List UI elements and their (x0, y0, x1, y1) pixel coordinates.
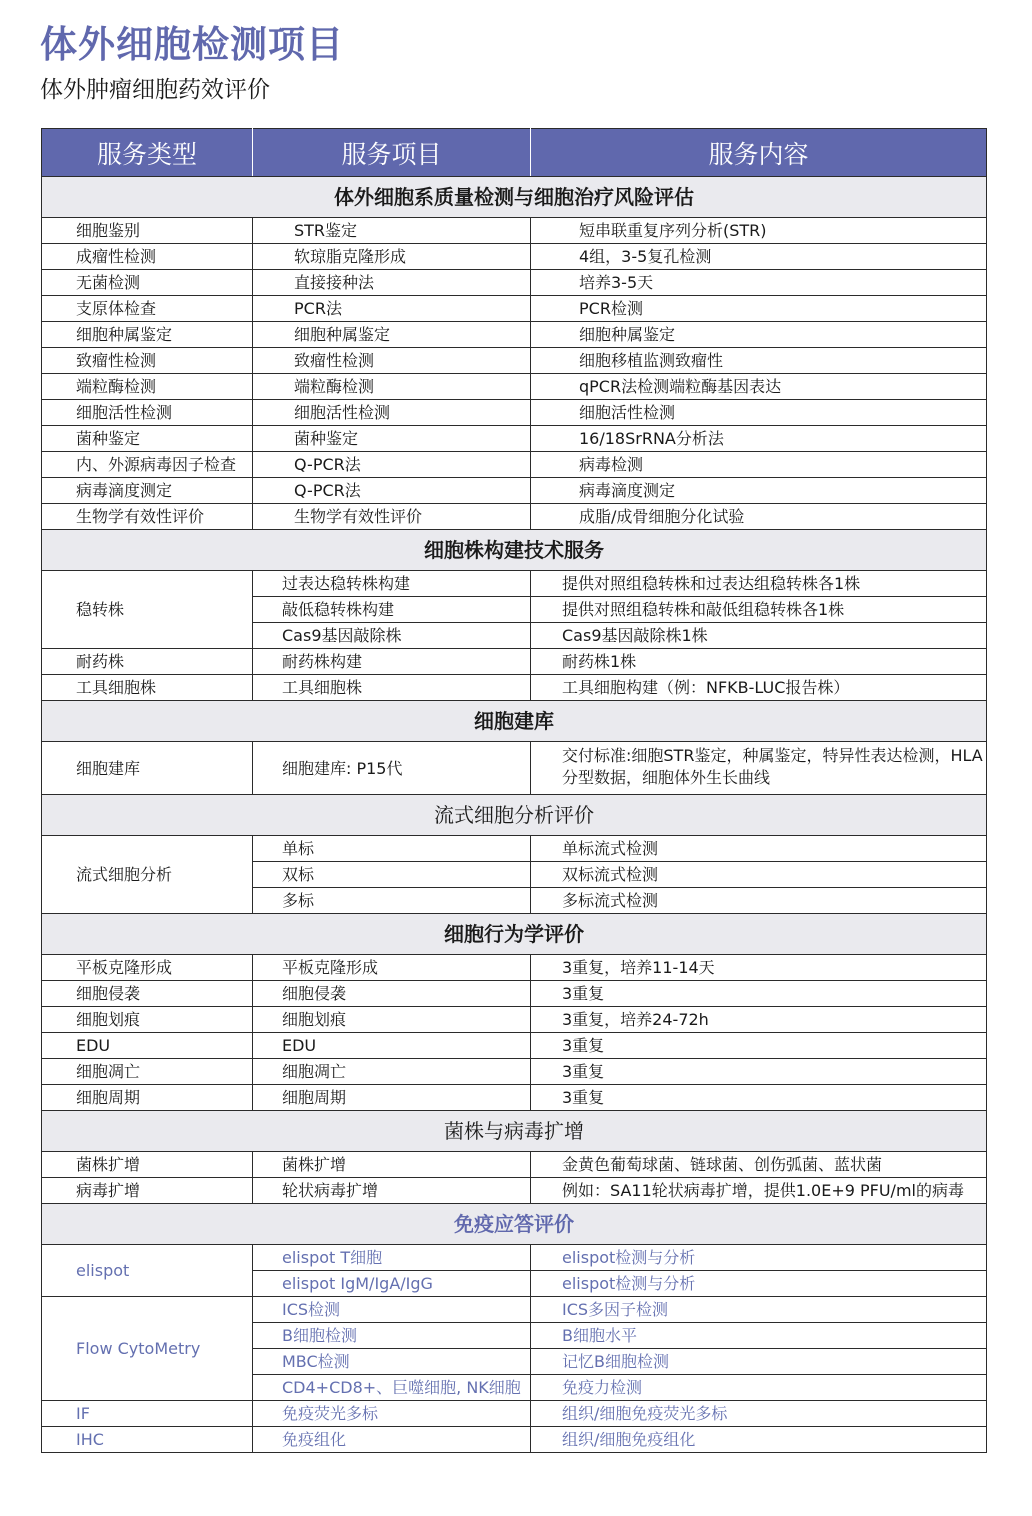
table-row (42, 504, 987, 530)
service-type-cell: 细胞活性检测 (42, 400, 253, 426)
service-item-cell: 过表达稳转株构建 (253, 571, 531, 597)
service-item-cell: elispot T细胞 (253, 1245, 531, 1271)
service-item-cell: CD4+CD8+、巨噬细胞, NK细胞 (253, 1375, 531, 1401)
table-row (42, 348, 987, 374)
service-type-cell: 细胞侵袭 (42, 981, 253, 1007)
table-row (42, 1427, 987, 1453)
service-type-cell: IHC (42, 1427, 253, 1453)
section-title: 细胞建库 (42, 701, 987, 742)
service-type-cell: 成瘤性检测 (42, 244, 253, 270)
service-type-cell: 端粒酶检测 (42, 374, 253, 400)
service-content-cell: 3重复，培养11-14天 (531, 955, 987, 981)
section-row (42, 795, 987, 836)
section-title: 细胞行为学评价 (42, 914, 987, 955)
service-content-cell: 例如：SA11轮状病毒扩增，提供1.0E+9 PFU/ml的病毒 (531, 1178, 987, 1204)
service-content-cell: qPCR法检测端粒酶基因表达 (531, 374, 987, 400)
service-item-cell: 轮状病毒扩增 (253, 1178, 531, 1204)
table-row (42, 955, 987, 981)
table-row (42, 1401, 987, 1427)
service-item-cell: 双标 (253, 862, 531, 888)
service-content-cell: 单标流式检测 (531, 836, 987, 862)
service-item-cell: 免疫组化 (253, 1427, 531, 1453)
table-row (42, 374, 987, 400)
service-item-cell: 软琼脂克隆形成 (253, 244, 531, 270)
service-item-cell: Cas9基因敲除株 (253, 623, 531, 649)
header-service-item: 服务项目 (253, 129, 531, 177)
service-content-cell: 双标流式检测 (531, 862, 987, 888)
service-item-cell: 敲低稳转株构建 (253, 597, 531, 623)
table-row (42, 1007, 987, 1033)
service-type-cell: 生物学有效性评价 (42, 504, 253, 530)
service-content-cell: 培养3-5天 (531, 270, 987, 296)
service-content-cell: 细胞种属鉴定 (531, 322, 987, 348)
service-content-cell: PCR检测 (531, 296, 987, 322)
table-row (42, 836, 987, 862)
service-type-cell: 致瘤性检测 (42, 348, 253, 374)
service-type-cell: 细胞建库 (42, 742, 253, 795)
service-type-cell: 病毒扩增 (42, 1178, 253, 1204)
section-row (42, 914, 987, 955)
service-item-cell: Q-PCR法 (253, 478, 531, 504)
service-type-cell: 稳转株 (42, 571, 253, 649)
page-title: 体外细胞检测项目 (40, 23, 344, 66)
section-title: 体外细胞系质量检测与细胞治疗风险评估 (42, 177, 987, 218)
table-row (42, 270, 987, 296)
service-item-cell: 直接接种法 (253, 270, 531, 296)
service-content-cell: 病毒检测 (531, 452, 987, 478)
service-item-cell: 耐药株构建 (253, 649, 531, 675)
service-type-cell: 工具细胞株 (42, 675, 253, 701)
service-content-cell: 短串联重复序列分析(STR) (531, 218, 987, 244)
service-item-cell: 菌株扩增 (253, 1152, 531, 1178)
service-content-cell: 组织/细胞免疫组化 (531, 1427, 987, 1453)
service-item-cell: 生物学有效性评价 (253, 504, 531, 530)
service-content-cell: 耐药株1株 (531, 649, 987, 675)
service-type-cell: 菌株扩增 (42, 1152, 253, 1178)
service-content-cell: B细胞水平 (531, 1323, 987, 1349)
table-row (42, 675, 987, 701)
service-content-cell: elispot检测与分析 (531, 1245, 987, 1271)
table-row (42, 322, 987, 348)
table-header-row (42, 129, 987, 177)
table-row (42, 649, 987, 675)
section-title: 免疫应答评价 (42, 1204, 987, 1245)
service-content-cell: 4组，3-5复孔检测 (531, 244, 987, 270)
service-content-cell: 多标流式检测 (531, 888, 987, 914)
service-item-cell: B细胞检测 (253, 1323, 531, 1349)
service-type-cell: 细胞种属鉴定 (42, 322, 253, 348)
service-item-cell: 致瘤性检测 (253, 348, 531, 374)
service-type-cell: 耐药株 (42, 649, 253, 675)
section-title: 菌株与病毒扩增 (42, 1111, 987, 1152)
service-item-cell: MBC检测 (253, 1349, 531, 1375)
service-item-cell: 细胞活性检测 (253, 400, 531, 426)
service-item-cell: 工具细胞株 (253, 675, 531, 701)
table-body (42, 177, 987, 1453)
table-row (42, 244, 987, 270)
service-type-cell: 流式细胞分析 (42, 836, 253, 914)
service-type-cell: 细胞鉴别 (42, 218, 253, 244)
service-item-cell: 平板克隆形成 (253, 955, 531, 981)
service-type-cell: 细胞划痕 (42, 1007, 253, 1033)
service-content-cell: 3重复，培养24-72h (531, 1007, 987, 1033)
table-row (42, 1297, 987, 1323)
table-row (42, 1033, 987, 1059)
service-item-cell: Q-PCR法 (253, 452, 531, 478)
service-content-cell: 成脂/成骨细胞分化试验 (531, 504, 987, 530)
header-service-type: 服务类型 (42, 129, 253, 177)
service-content-cell: 病毒滴度测定 (531, 478, 987, 504)
table-row (42, 981, 987, 1007)
service-item-cell: 细胞种属鉴定 (253, 322, 531, 348)
service-content-cell: ICS多因子检测 (531, 1297, 987, 1323)
section-row (42, 1204, 987, 1245)
service-item-cell: PCR法 (253, 296, 531, 322)
table-row (42, 1245, 987, 1271)
service-item-cell: elispot IgM/IgA/IgG (253, 1271, 531, 1297)
service-content-cell: 3重复 (531, 981, 987, 1007)
service-content-cell: 免疫力检测 (531, 1375, 987, 1401)
table-row (42, 1059, 987, 1085)
service-type-cell: EDU (42, 1033, 253, 1059)
service-content-cell: 组织/细胞免疫荧光多标 (531, 1401, 987, 1427)
service-type-cell: 细胞凋亡 (42, 1059, 253, 1085)
section-title: 细胞株构建技术服务 (42, 530, 987, 571)
table-row (42, 218, 987, 244)
section-title: 流式细胞分析评价 (42, 795, 987, 836)
service-content-cell: 3重复 (531, 1033, 987, 1059)
service-item-cell: 细胞周期 (253, 1085, 531, 1111)
service-content-cell: 细胞活性检测 (531, 400, 987, 426)
service-item-cell: STR鉴定 (253, 218, 531, 244)
service-item-cell: 免疫荧光多标 (253, 1401, 531, 1427)
service-content-cell: Cas9基因敲除株1株 (531, 623, 987, 649)
service-content-cell: 16/18SrRNA分析法 (531, 426, 987, 452)
header-service-content: 服务内容 (531, 129, 987, 177)
service-item-cell: 多标 (253, 888, 531, 914)
page-subtitle: 体外肿瘤细胞药效评价 (40, 77, 270, 103)
service-content-cell: 工具细胞构建（例：NFKB-LUC报告株） (531, 675, 987, 701)
section-row (42, 1111, 987, 1152)
section-row (42, 177, 987, 218)
service-content-cell: 提供对照组稳转株和过表达组稳转株各1株 (531, 571, 987, 597)
service-item-cell: 菌种鉴定 (253, 426, 531, 452)
table-row (42, 571, 987, 597)
table-row (42, 742, 987, 795)
table-row (42, 478, 987, 504)
service-type-cell: 细胞周期 (42, 1085, 253, 1111)
service-type-cell: elispot (42, 1245, 253, 1297)
service-item-cell: 细胞划痕 (253, 1007, 531, 1033)
service-type-cell: IF (42, 1401, 253, 1427)
service-content-cell: 3重复 (531, 1085, 987, 1111)
service-type-cell: Flow CytoMetry (42, 1297, 253, 1401)
service-content-cell: elispot检测与分析 (531, 1271, 987, 1297)
service-item-cell: 细胞建库: P15代 (253, 742, 531, 795)
table-row (42, 296, 987, 322)
service-item-cell: 细胞凋亡 (253, 1059, 531, 1085)
table-row (42, 1085, 987, 1111)
service-item-cell: 单标 (253, 836, 531, 862)
table-row (42, 426, 987, 452)
service-type-cell: 支原体检查 (42, 296, 253, 322)
table-row (42, 452, 987, 478)
service-item-cell: EDU (253, 1033, 531, 1059)
section-row (42, 701, 987, 742)
table-row (42, 400, 987, 426)
service-content-cell: 交付标准:细胞STR鉴定，种属鉴定，特异性表达检测，HLA分型数据，细胞体外生长曲线 (531, 742, 987, 795)
service-content-cell: 记忆B细胞检测 (531, 1349, 987, 1375)
service-content-cell: 3重复 (531, 1059, 987, 1085)
section-row (42, 530, 987, 571)
service-content-cell: 金黄色葡萄球菌、链球菌、创伤弧菌、蓝状菌 (531, 1152, 987, 1178)
service-content-cell: 细胞移植监测致瘤性 (531, 348, 987, 374)
service-table (41, 128, 987, 1453)
service-item-cell: ICS检测 (253, 1297, 531, 1323)
service-content-cell: 提供对照组稳转株和敲低组稳转株各1株 (531, 597, 987, 623)
service-item-cell: 细胞侵袭 (253, 981, 531, 1007)
service-type-cell: 无菌检测 (42, 270, 253, 296)
service-type-cell: 菌种鉴定 (42, 426, 253, 452)
table-row (42, 1178, 987, 1204)
service-item-cell: 端粒酶检测 (253, 374, 531, 400)
service-type-cell: 内、外源病毒因子检查 (42, 452, 253, 478)
table-row (42, 1152, 987, 1178)
service-type-cell: 平板克隆形成 (42, 955, 253, 981)
service-type-cell: 病毒滴度测定 (42, 478, 253, 504)
